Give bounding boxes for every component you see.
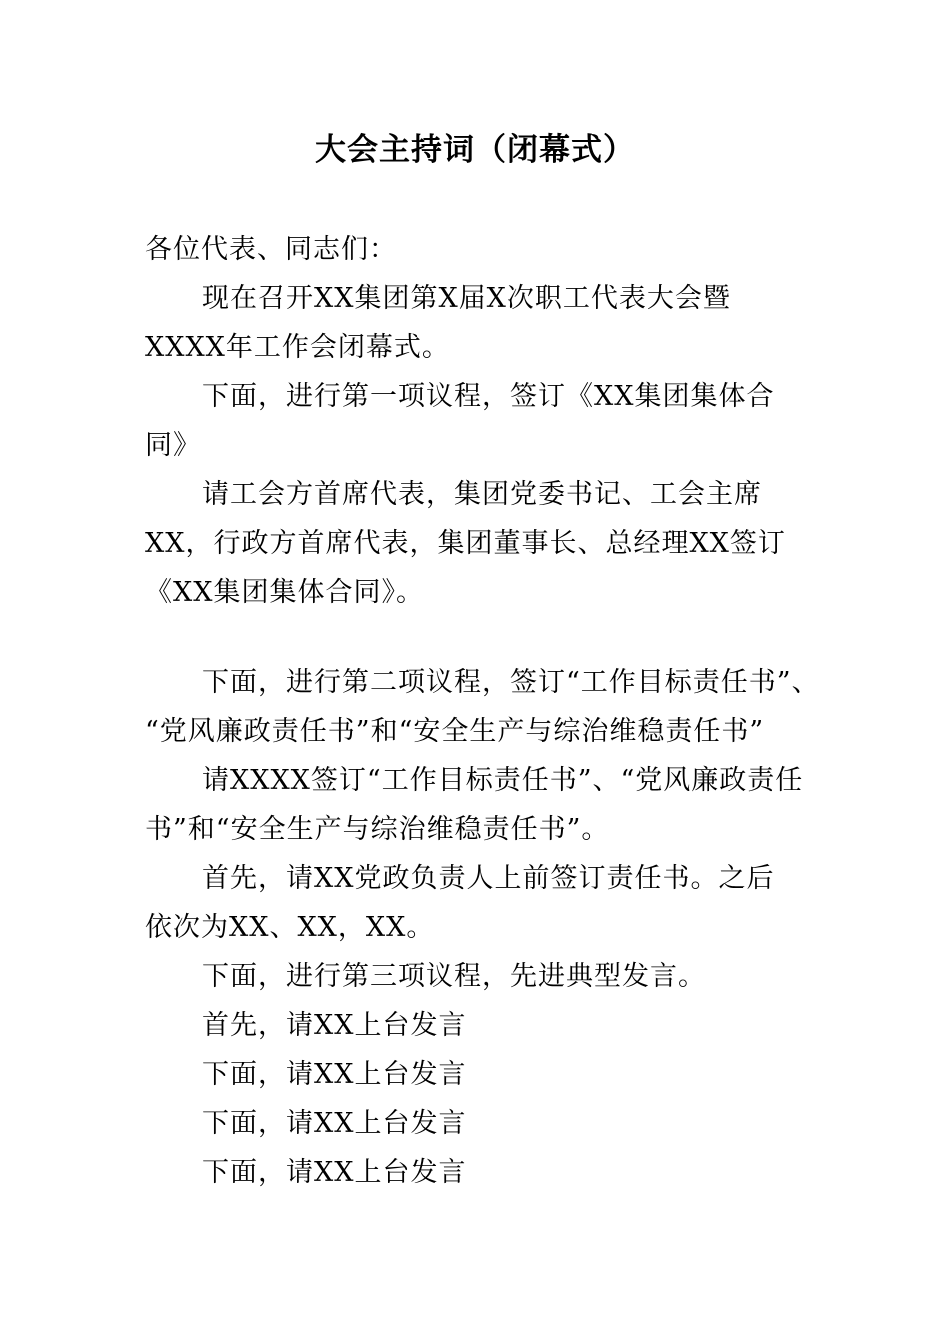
paragraph-line: 下面，进行第一项议程，签订《XX集团集体合: [202, 381, 775, 412]
paragraph-line: 下面，请XX上台发言: [202, 1157, 467, 1188]
document-body: [145, 225, 825, 1197]
paragraph-line: 请XXXX签订“工作目标责任书”、“党风廉政责任: [202, 765, 804, 796]
salutation: 各位代表、同志们：: [145, 234, 397, 265]
paragraph-line: 依次为XX、XX，XX。: [145, 912, 435, 943]
paragraph-line: 《XX集团集体合同》。: [145, 577, 424, 608]
paragraph-line: 首先，请XX上台发言: [202, 1010, 467, 1041]
paragraph-line: 同》: [145, 430, 201, 461]
paragraph-spacer: [145, 617, 825, 658]
paragraph-line: 下面，请XX上台发言: [202, 1108, 467, 1139]
paragraph-line: XX，行政方首席代表，集团董事长、总经理XX签订: [145, 528, 786, 559]
paragraph-line: “党风廉政责任书”和“安全生产与综治维稳责任书”: [145, 716, 765, 747]
paragraph-line: 下面，进行第三项议程，先进典型发言。: [202, 961, 706, 992]
paragraph-line: 书”和“安全生产与综治维稳责任书”。: [145, 814, 610, 845]
paragraph-line: 下面，请XX上台发言: [202, 1059, 467, 1090]
paragraph-line: 下面，进行第二项议程，签订“工作目标责任书”、: [202, 667, 820, 698]
document-title: 大会主持词（闭幕式）: [315, 132, 635, 168]
paragraph-line: 现在召开XX集团第X届X次职工代表大会暨: [202, 283, 731, 314]
paragraph-line: 请工会方首席代表，集团党委书记、工会主席: [202, 479, 762, 510]
paragraph-line: 首先，请XX党政负责人上前签订责任书。之后: [202, 863, 775, 894]
paragraph-line: XXXX年工作会闭幕式。: [145, 332, 450, 363]
